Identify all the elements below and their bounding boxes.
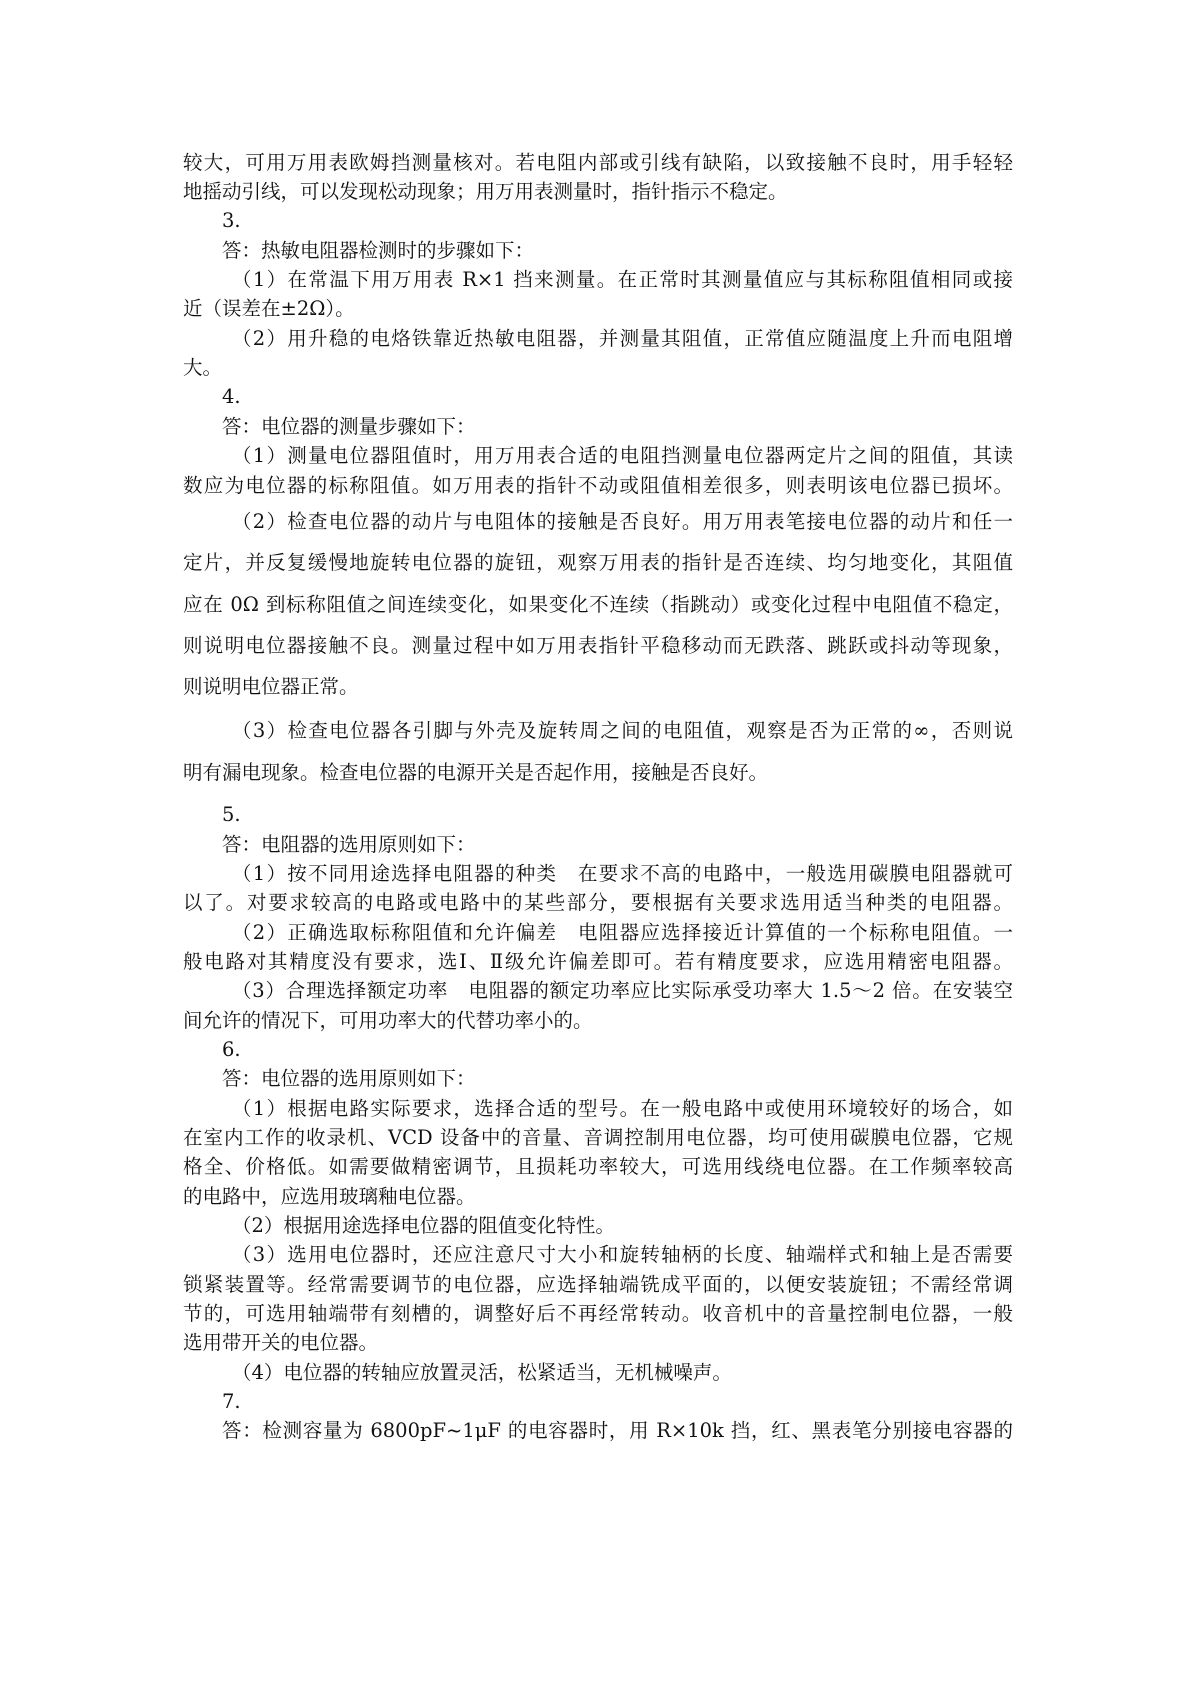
text-line: （3）合理选择额定功率 电阻器的额定功率应比实际承受功率大 1.5～2 倍。在安装空 [232,979,1013,1002]
answer-heading: 答：电阻器的选用原则如下： [222,833,476,856]
text-line: （1）根据电路实际要求，选择合适的型号。在一般电路中或使用环境较好的场合，如 [232,1097,1013,1120]
answer-heading: 答：检测容量为 6800pF~1μF 的电容器时，用 R×10k 挡，红、黑表笔分别接电容器的 [222,1419,1013,1442]
question-number: 4. [222,385,241,408]
text-line: 定片，并反复缓慢地旋转电位器的旋钮，观察万用表的指针是否连续、均匀地变化，其阻值 [183,551,1013,574]
text-line: （3）选用电位器时，还应注意尺寸大小和旋转轴柄的长度、轴端样式和轴上是否需要 [232,1243,1013,1266]
text-line: （2）用升稳的电烙铁靠近热敏电阻器，并测量其阻值，正常值应随温度上升而电阻增 [232,327,1013,350]
text-line: 应在 0Ω 到标称阻值之间连续变化，如果变化不连续（指跳动）或变化过程中电阻值不稳定， [183,593,1013,616]
answer-heading: 答：电位器的选用原则如下： [222,1067,476,1090]
text-line: 的电路中，应选用玻璃釉电位器。 [183,1185,476,1208]
text-line: 间允许的情况下，可用功率大的代替功率小的。 [183,1009,593,1032]
text-line: （1）测量电位器阻值时，用万用表合适的电阻挡测量电位器两定片之间的阻值，其读 [232,444,1013,467]
question-number: 3. [222,209,241,232]
text-line: 近（误差在±2Ω）。 [183,297,355,320]
text-line: （4）电位器的转轴应放置灵活，松紧适当，无机械噪声。 [232,1361,732,1384]
text-line: 明有漏电现象。检查电位器的电源开关是否起作用，接触是否良好。 [183,761,769,784]
answer-heading: 答：热敏电阻器检测时的步骤如下： [222,239,535,262]
question-number: 5. [222,803,241,826]
text-line: 节的，可选用轴端带有刻槽的，调整好后不再经常转动。收音机中的音量控制电位器，一般 [183,1302,1013,1325]
text-line: 般电路对其精度没有要求，选Ⅰ、Ⅱ级允许偏差即可。若有精度要求，应选用精密电阻器。 [183,950,1013,973]
text-line: （2）正确选取标称阻值和允许偏差 电阻器应选择接近计算值的一个标称电阻值。一 [232,921,1013,944]
text-line: 锁紧装置等。经常需要调节的电位器，应选择轴端铣成平面的，以便安装旋钮；不需经常调 [183,1273,1013,1296]
text-line: 大。 [183,356,223,379]
text-line: 数应为电位器的标称阻值。如万用表的指针不动或阻值相差很多，则表明该电位器已损坏。 [183,474,1013,497]
text-line: （2）根据用途选择电位器的阻值变化特性。 [232,1214,615,1237]
text-line: 选用带开关的电位器。 [183,1331,379,1354]
text-line: 在室内工作的收录机、VCD 设备中的音量、音调控制用电位器，均可使用碳膜电位器，它规 [183,1126,1013,1149]
text-line: 则说明电位器接触不良。测量过程中如万用表指针平稳移动而无跌落、跳跃或抖动等现象， [183,634,1013,657]
text-line: 则说明电位器正常。 [183,675,359,698]
text-line: （1）按不同用途选择电阻器的种类 在要求不高的电路中，一般选用碳膜电阻器就可 [232,862,1013,885]
text-line: （2）检查电位器的动片与电阻体的接触是否良好。用万用表笔接电位器的动片和任一 [232,510,1013,533]
text-line: 格全、价格低。如需要做精密调节，且损耗功率较大，可选用线绕电位器。在工作频率较高 [183,1155,1013,1178]
answer-heading: 答：电位器的测量步骤如下： [222,415,476,438]
question-number: 6. [222,1038,241,1061]
question-number: 7. [222,1390,241,1413]
text-line: 地摇动引线，可以发现松动现象；用万用表测量时，指针指示不稳定。 [183,180,788,203]
text-line: （3）检查电位器各引脚与外壳及旋转周之间的电阻值，观察是否为正常的∞，否则说 [232,719,1013,742]
text-line: 较大，可用万用表欧姆挡测量核对。若电阻内部或引线有缺陷，以致接触不良时，用手轻轻 [183,151,1013,174]
text-line: （1）在常温下用万用表 R×1 挡来测量。在正常时其测量值应与其标称阻值相同或接 [232,268,1013,291]
text-line: 以了。对要求较高的电路或电路中的某些部分，要根据有关要求选用适当种类的电阻器。 [183,891,1013,914]
